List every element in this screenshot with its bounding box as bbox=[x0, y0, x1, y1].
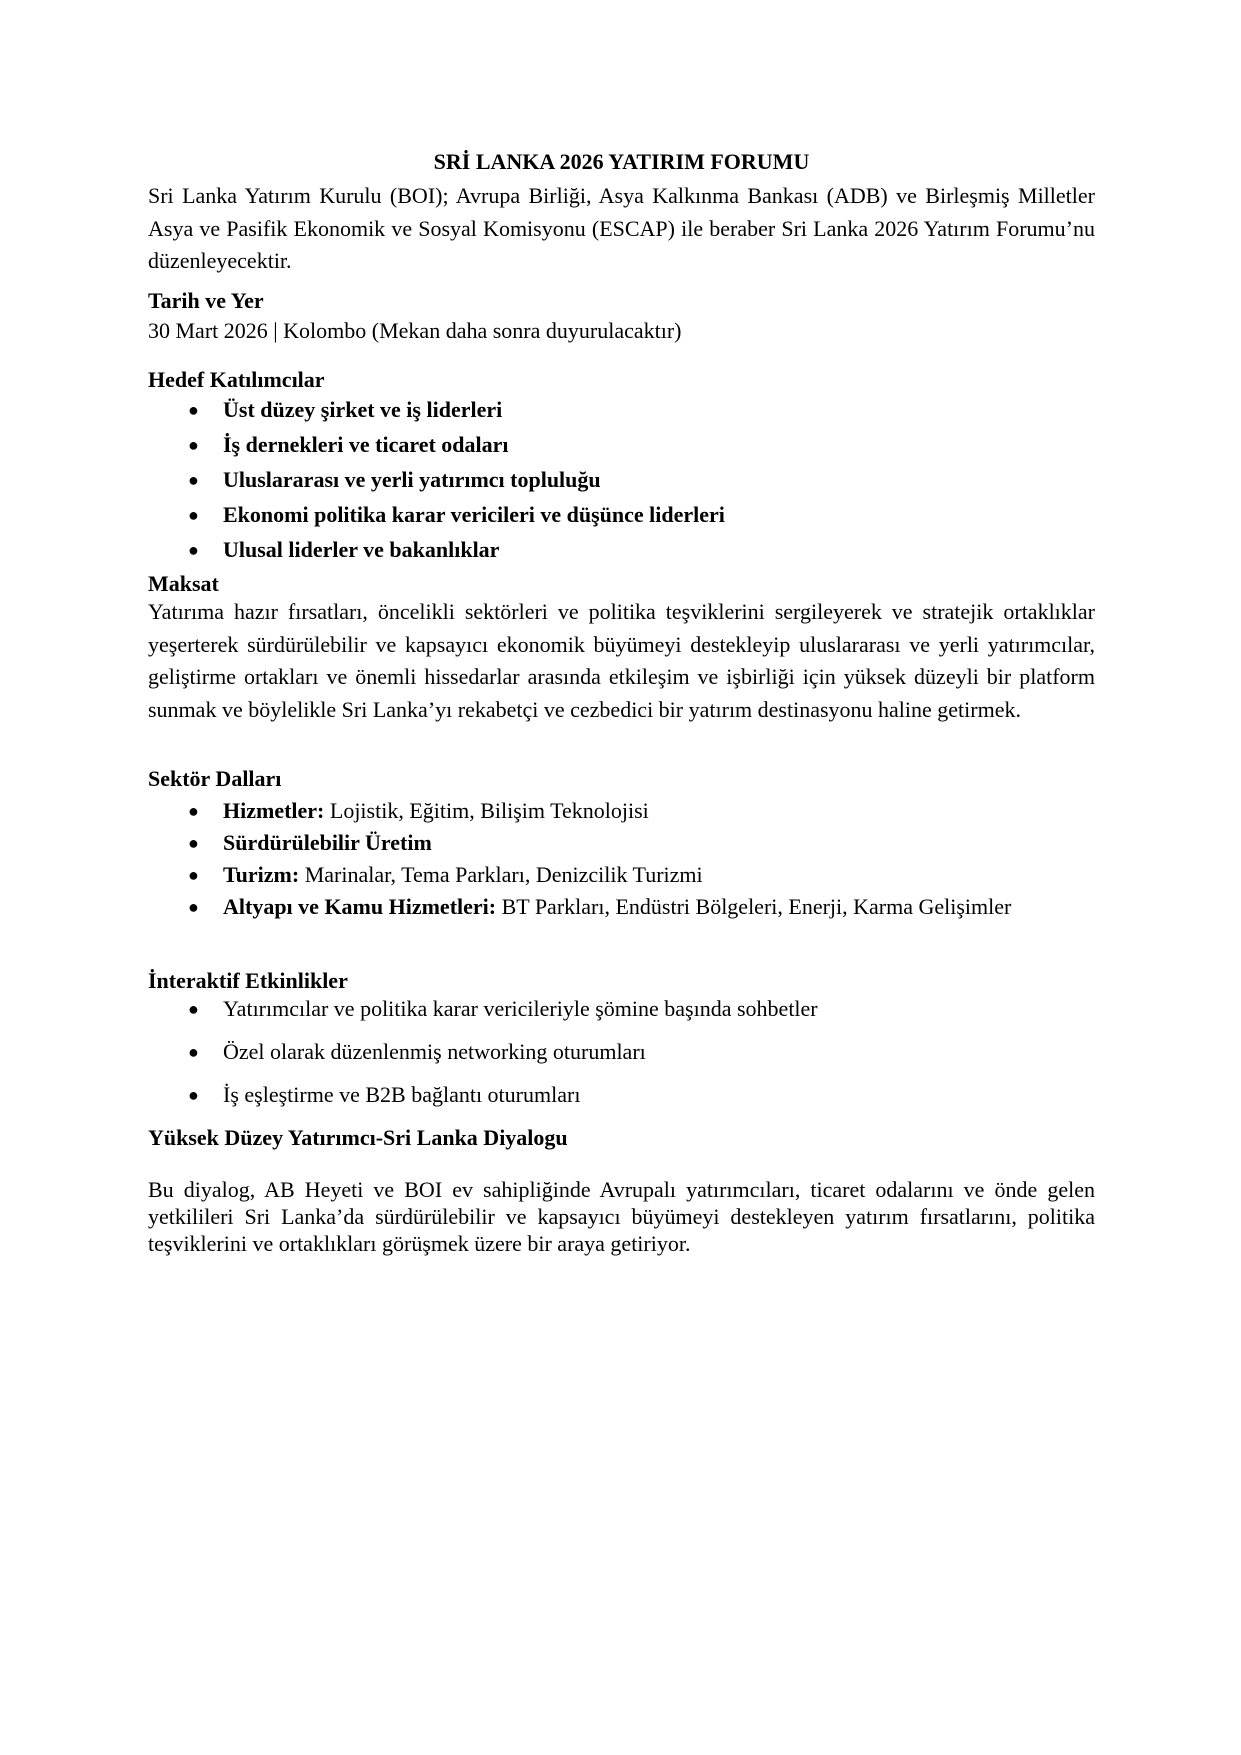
bullet-icon: ● bbox=[188, 833, 199, 853]
bullet-icon: ● bbox=[188, 435, 199, 455]
bullet-icon: ● bbox=[188, 470, 199, 490]
list-item: ● Altyapı ve Kamu Hizmetleri: BT Parkları, Endüstri Bölgeleri, Enerji, Karma Gelişimler bbox=[148, 891, 1048, 923]
list-item: ● Ekonomi politika karar vericileri ve düşünce liderleri bbox=[188, 502, 725, 527]
list-item: ● Yatırımcılar ve politika karar vericileriyle şömine başında sohbetler bbox=[188, 996, 818, 1021]
activities-heading: İnteraktif Etkinlikler bbox=[148, 968, 348, 993]
bullet-icon: ● bbox=[188, 1042, 199, 1062]
sectors-heading: Sektör Dalları bbox=[148, 766, 282, 791]
target-list bbox=[148, 396, 1095, 571]
bullet-icon: ● bbox=[188, 897, 199, 917]
list-item: ● Hizmetler: Lojistik, Eğitim, Bilişim Teknolojisi bbox=[148, 795, 1048, 827]
list-item: ● Sürdürülebilir Üretim bbox=[148, 827, 1048, 859]
dialogue-heading: Yüksek Düzey Yatırımcı-Sri Lanka Diyalogu bbox=[148, 1125, 568, 1150]
bullet-icon: ● bbox=[188, 1085, 199, 1105]
purpose-paragraph: Yatırıma hazır fırsatları, öncelikli sektörleri ve politika teşviklerini sergileyerek ve stratejik ortaklıklar yeşerterek sürdürülebilir ve kapsayıcı ekonomik büyümeyi destekleyip uluslararası ve yerli yatırımcılar, geliştirme ortakları ve önemli hissedarlar arasında etkileşim ve işbirliği için yüksek düzeyli bir platform sunmak ve böylelikle Sri Lanka’yı rekabetçi ve cezbedici bir yatırım destinasyonu haline getirmek. bbox=[148, 599, 1095, 722]
date-place-heading: Tarih ve Yer bbox=[148, 288, 264, 313]
sectors-list bbox=[148, 795, 1048, 923]
intro-paragraph: Sri Lanka Yatırım Kurulu (BOI); Avrupa Birliği, Asya Kalkınma Bankası (ADB) ve Birleşmiş Milletler Asya ve Pasifik Ekonomik ve Sosyal Komisyonu (ESCAP) ile beraber Sri Lanka 2026 Yatırım Forumu’nu düzenleyecektir. bbox=[148, 183, 1095, 273]
date-place-text: 30 Mart 2026 | Kolombo (Mekan daha sonra duyurulacaktır) bbox=[148, 318, 682, 343]
list-item: ● Turizm: Marinalar, Tema Parkları, Denizcilik Turizmi bbox=[148, 859, 1048, 891]
list-item: ● Üst düzey şirket ve iş liderleri bbox=[188, 397, 503, 422]
purpose-heading: Maksat bbox=[148, 571, 219, 596]
activities-list bbox=[148, 995, 1095, 1124]
list-item: ● İş eşleştirme ve B2B bağlantı oturumları bbox=[188, 1082, 581, 1107]
bullet-icon: ● bbox=[188, 400, 199, 420]
document-title: SRİ LANKA 2026 YATIRIM FORUMU bbox=[433, 149, 810, 174]
bullet-icon: ● bbox=[188, 865, 199, 885]
list-item: ● Uluslararası ve yerli yatırımcı topluluğu bbox=[188, 467, 601, 492]
bullet-icon: ● bbox=[188, 540, 199, 560]
bullet-icon: ● bbox=[188, 505, 199, 525]
bullet-icon: ● bbox=[188, 801, 199, 821]
bullet-icon: ● bbox=[188, 999, 199, 1019]
list-item: ● İş dernekleri ve ticaret odaları bbox=[188, 432, 509, 457]
target-heading: Hedef Katılımcılar bbox=[148, 367, 325, 392]
dialogue-paragraph: Bu diyalog, AB Heyeti ve BOI ev sahipliğinde Avrupalı yatırımcıları, ticaret odalarını ve önde gelen yetkilileri Sri Lanka’da sürdürülebilir ve kapsayıcı büyümeyi destekleyen yatırım fırsatlarını, politika teşviklerini ve ortaklıkları görüşmek üzere bir araya getiriyor. bbox=[148, 1177, 1095, 1256]
list-item: ● Ulusal liderler ve bakanlıklar bbox=[188, 537, 500, 562]
list-item: ● Özel olarak düzenlenmiş networking oturumları bbox=[188, 1039, 646, 1064]
